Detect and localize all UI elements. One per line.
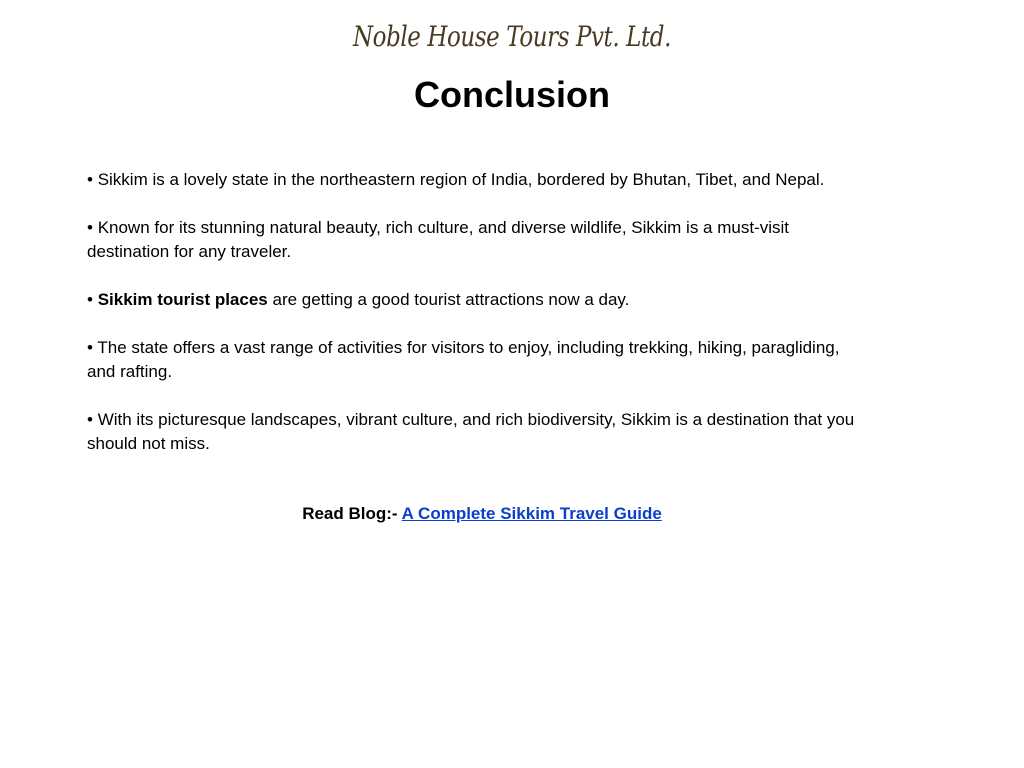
bullet-item <box>87 288 867 312</box>
bullet-marker: • <box>87 290 93 309</box>
brand-logo-text: Noble House Tours Pvt. Ltd. <box>352 20 671 53</box>
bullet-text: The state offers a vast range of activities for visitors to enjoy, including trekking, hiking, paragliding, and rafting. <box>87 338 840 381</box>
bullet-item <box>87 408 867 456</box>
bullet-marker: • <box>87 218 93 237</box>
page-title: Conclusion <box>414 74 610 115</box>
bullet-text: are getting a good tourist attractions now a day. <box>267 290 630 309</box>
read-blog-line <box>0 502 964 526</box>
bullet-marker: • <box>87 170 93 189</box>
bullet-text: Known for its stunning natural beauty, rich culture, and diverse wildlife, Sikkim is a must-visit destination for any traveler. <box>87 218 789 261</box>
bullet-item <box>87 168 867 192</box>
bullet-text: Sikkim is a lovely state in the northeastern region of India, bordered by Bhutan, Tibet, and Nepal. <box>97 170 825 189</box>
bullet-marker: • <box>87 338 93 357</box>
bullet-list <box>87 168 867 480</box>
bullet-marker: • <box>87 410 93 429</box>
bullet-text: With its picturesque landscapes, vibrant culture, and rich biodiversity, Sikkim is a destination that you should not miss. <box>87 410 855 453</box>
bullet-bold-text: Sikkim tourist places <box>97 290 268 309</box>
bullet-item <box>87 216 867 264</box>
bullet-item <box>87 336 867 384</box>
read-blog-label: Read Blog:- <box>302 504 398 523</box>
blog-link[interactable]: A Complete Sikkim Travel Guide <box>401 504 662 523</box>
